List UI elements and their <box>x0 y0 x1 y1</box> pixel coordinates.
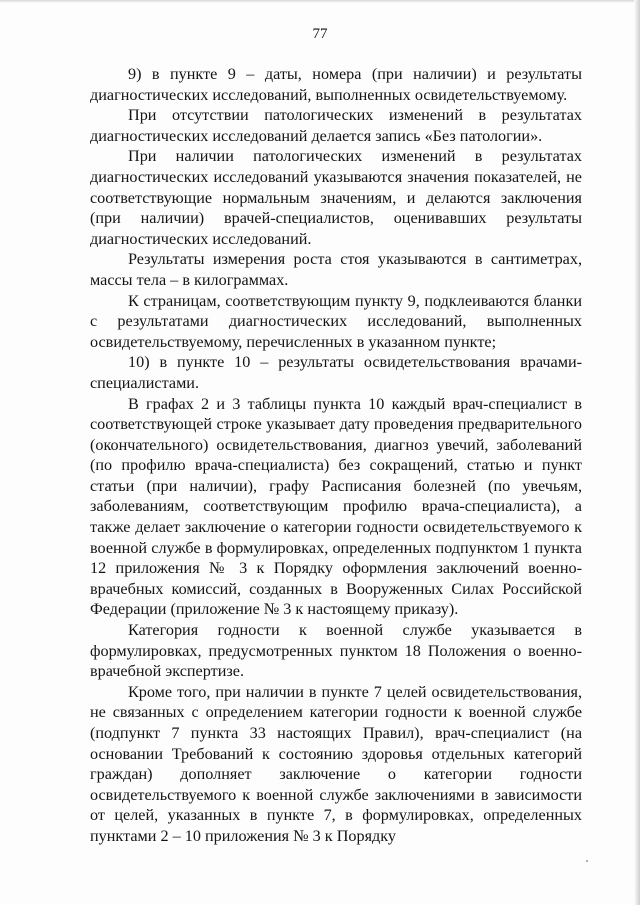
paragraph-height-weight: Результаты измерения роста стоя указываются в сантиметрах, массы тела – в килограммах. <box>90 250 582 289</box>
paragraph-pathology: При наличии патологических изменений в результатах диагностических исследований указываются значения показателей, не соответствующие нормальным значениям, и делаются заключения (при наличии) врачей-специалистов, оценивавших результаты диагностических исследований. <box>90 147 582 248</box>
paragraph-additional-goals: Кроме того, при наличии в пункте 7 целей освидетельствования, не связанных с определением категории годности к военной службе (подпункт 7 пункта 33 настоящих Правил), врач-специалист (на основании Требований к состоянию здоровья отдельных категорий граждан) дополняет заключение о категории годности освидетельствуемого к военной службе заключениями в зависимости от целей, указанных в пункте 7, в формулировках, определенных пунктами 2 – 10 приложения № 3 к Порядку <box>90 682 582 845</box>
paragraph-item-9: 9) в пункте 9 – даты, номера (при наличии) и результаты диагностических исследований, выполненных освидетельствуемому. <box>90 65 582 104</box>
scan-edge-right <box>634 0 640 905</box>
paragraph-item-10: 10) в пункте 10 – результаты освидетельствования врачами-специалистами. <box>90 353 582 392</box>
paragraph-attachments: К страницам, соответствующим пункту 9, подклеиваются бланки с результатами диагностических исследований, выполненных освидетельствуемому, перечисленных в указанном пункте; <box>90 291 582 351</box>
document-body <box>90 64 582 847</box>
scan-speck <box>586 860 588 862</box>
paragraph-no-pathology: При отсутствии патологических изменений в результатах диагностических исследований делается запись «Без патологии». <box>90 106 582 145</box>
paragraph-fitness-category: Категория годности к военной службе указывается в формулировках, предусмотренных пунктом 18 Положения о военно-врачебной экспертизе. <box>90 621 582 681</box>
page-number: 77 <box>312 26 328 42</box>
scan-edge-top <box>0 0 640 3</box>
paragraph-columns-2-3: В графах 2 и 3 таблицы пункта 10 каждый врач-специалист в соответствующей строке указывает дату проведения предварительного (окончательного) освидетельствования, диагноз увечий, заболеваний (по профилю врача-специалиста) без сокращений, статью и пункт статьи (при наличии), графу Расписания болезней (по увечьям, заболеваниям, соответствующим профилю врача-специалиста), а также делает заключение о категории годности освидетельствуемого к военной службе в формулировках, определенных подпунктом 1 пункта 12 приложения № 3 к Порядку оформления заключений военно-врачебных комиссий, созданных в Вооруженных Силах Российской Федерации (приложение № 3 к настоящему приказу). <box>90 394 582 619</box>
